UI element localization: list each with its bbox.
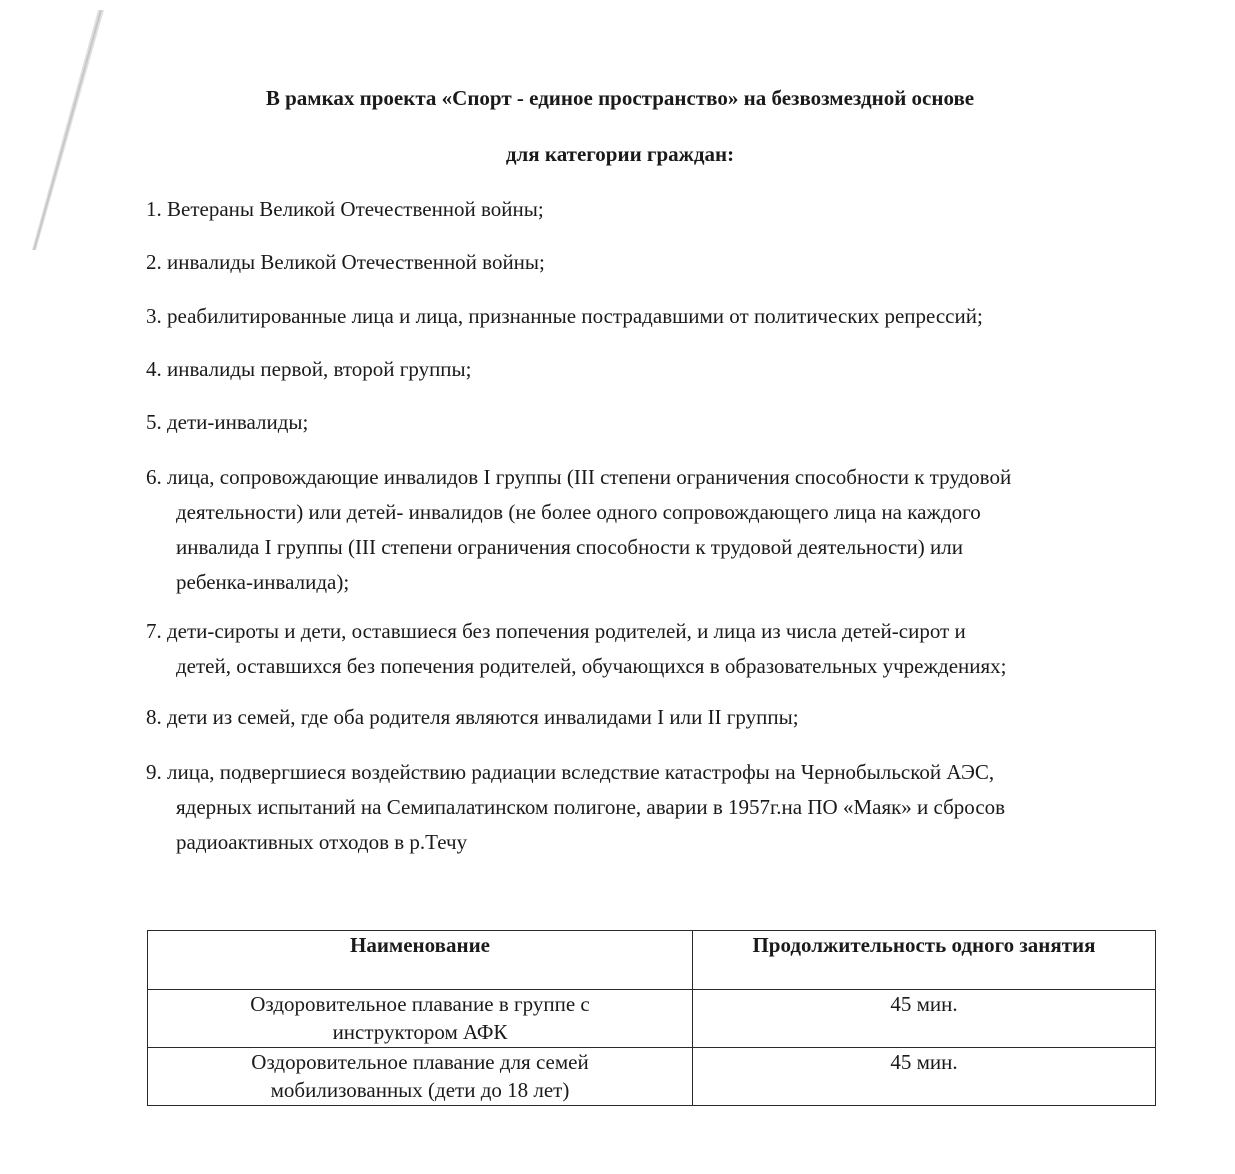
list-item-number: 4. [146, 357, 162, 381]
cell-name-line: мобилизованных (дети до 18 лет) [270, 1078, 570, 1102]
list-item-text: лица, сопровождающие инвалидов I группы (III степени ограничения способности к трудовой [167, 465, 1012, 489]
list-item-number: 8. [146, 705, 162, 729]
document-title: В рамках проекта «Спорт - единое пространство» на безвозмездной основе [265, 86, 975, 110]
document-subtitle: для категории граждан: [505, 142, 735, 166]
table-row [148, 1048, 1156, 1106]
services-table [147, 930, 1156, 1106]
table-header-row [148, 931, 1156, 990]
list-item-number: 5. [146, 410, 162, 434]
list-item-text: дети-инвалиды; [167, 410, 309, 434]
list-item-number: 1. [146, 197, 162, 221]
list-item [146, 192, 1206, 227]
scan-artifact [30, 10, 110, 260]
list-item-continuation: ядерных испытаний на Семипалатинском полигоне, аварии в 1957г.на ПО «Маяк» и сбросов [176, 795, 1006, 819]
list-item-text: реабилитированные лица и лица, признанные пострадавшими от политических репрессий; [167, 304, 983, 328]
list-item-number: 6. [146, 465, 162, 489]
list-item-continuation: деятельности) или детей- инвалидов (не более одного сопровождающего лица на каждого [176, 500, 981, 524]
list-item-number: 2. [146, 250, 162, 274]
cell-name [148, 1048, 693, 1106]
list-item-text: инвалиды Великой Отечественной войны; [167, 250, 545, 274]
list-item [146, 614, 1206, 684]
list-item-continuation: ребенка-инвалида); [176, 570, 350, 594]
cell-duration: 45 мин. [693, 1048, 1156, 1106]
list-item-text: дети из семей, где оба родителя являются инвалидами I или II группы; [167, 705, 799, 729]
cell-name [148, 990, 693, 1048]
list-item-text: дети-сироты и дети, оставшиеся без попечения родителей, и лица из числа детей-сирот и [167, 619, 966, 643]
list-item [146, 700, 1206, 735]
header-name: Наименование [148, 931, 693, 990]
list-item [146, 299, 1206, 334]
cell-duration: 45 мин. [693, 990, 1156, 1048]
header-duration: Продолжительность одного занятия [693, 931, 1156, 990]
list-item-number: 9. [146, 760, 162, 784]
list-item-text: лица, подвергшиеся воздействию радиации вследствие катастрофы на Чернобыльской АЭС, [167, 760, 995, 784]
table-row [148, 990, 1156, 1048]
list-item-continuation: детей, оставшихся без попечения родителей, обучающихся в образовательных учреждениях; [176, 654, 1007, 678]
list-item-number: 7. [146, 619, 162, 643]
cell-name-line: Оздоровительное плавание в группе с [250, 992, 590, 1016]
list-item [146, 352, 1206, 387]
list-item [146, 460, 1206, 600]
list-item [146, 405, 1206, 440]
cell-name-line: инструктором АФК [332, 1020, 508, 1044]
cell-name-line: Оздоровительное плавание для семей [251, 1050, 589, 1074]
list-item-number: 3. [146, 304, 162, 328]
list-item-text: инвалиды первой, второй группы; [167, 357, 472, 381]
list-item [146, 755, 1206, 860]
list-item-text: Ветераны Великой Отечественной войны; [167, 197, 544, 221]
list-item [146, 245, 1206, 280]
list-item-continuation: инвалида I группы (III степени ограничения способности к трудовой деятельности) или [176, 535, 963, 559]
list-item-continuation: радиоактивных отходов в р.Течу [176, 830, 468, 854]
